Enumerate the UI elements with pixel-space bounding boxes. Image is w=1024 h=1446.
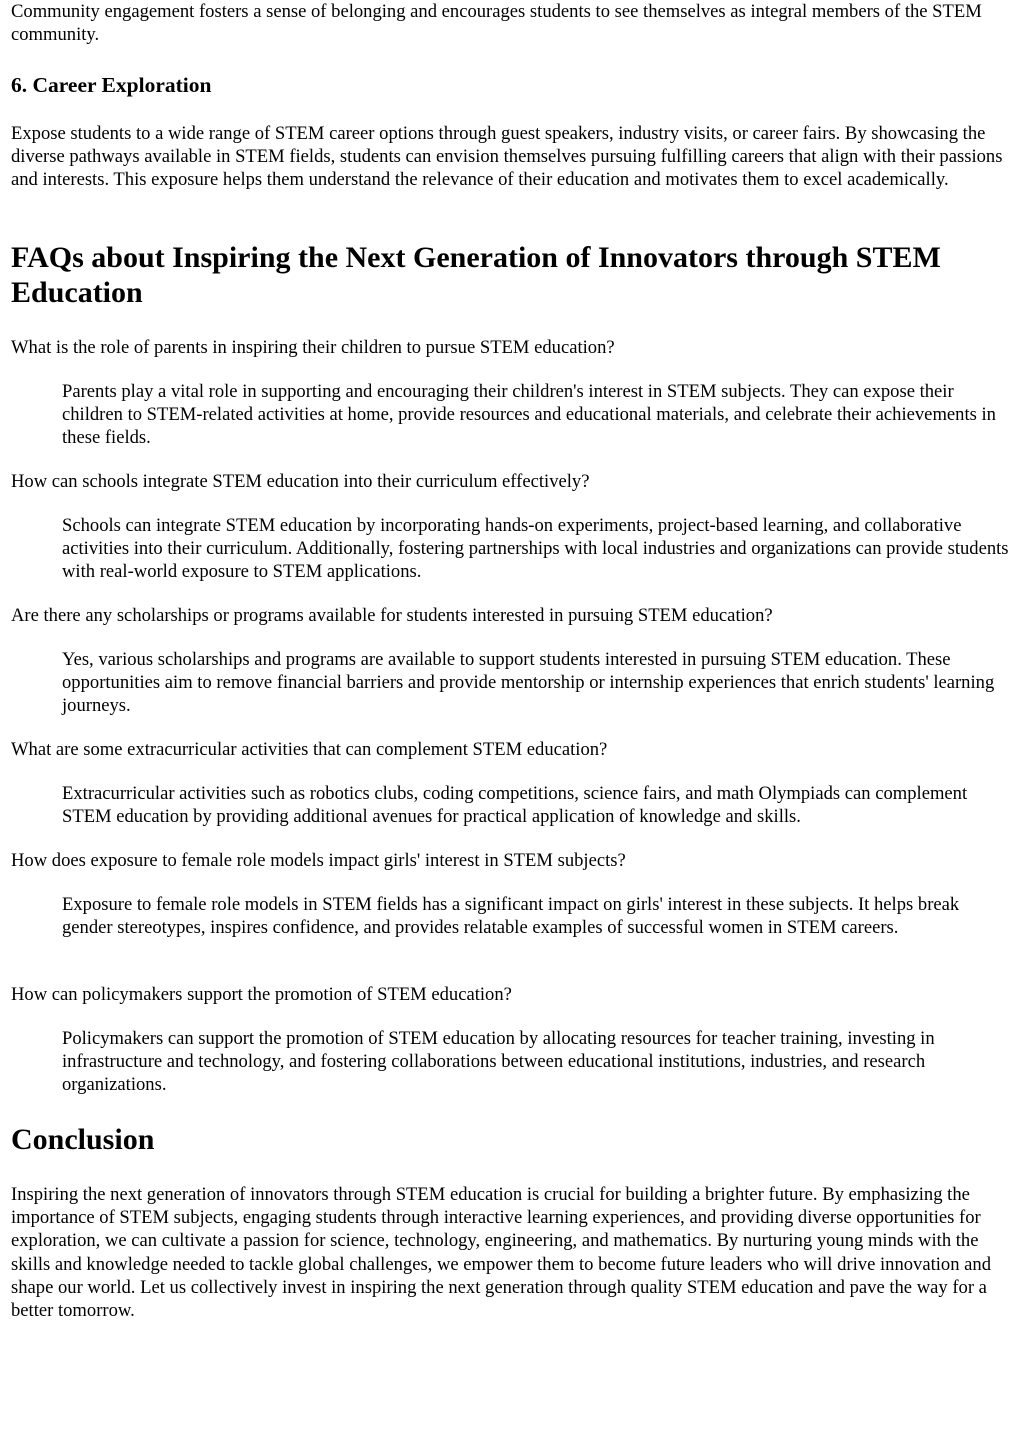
conclusion-heading: Conclusion bbox=[11, 1123, 155, 1156]
faq-question: What are some extracurricular activities that can complement STEM education? bbox=[11, 739, 608, 760]
faq-answer: Yes, various scholarships and programs are available to support students interested in pursuing STEM education. These opportunities aim to remove financial barriers and provide mentorship or internship experiences that enrich students' learning journeys. bbox=[62, 649, 995, 717]
conclusion-paragraph: Inspiring the next generation of innovators through STEM education is crucial for building a brighter future. By emphasizing the importance of STEM subjects, engaging students through interactive learning experiences, and providing diverse opportunities for exploration, we can cultivate a passion for science, technology, engineering, and mathematics. By nurturing young minds with the skills and knowledge needed to tackle global challenges, we empower them to become future leaders who will drive innovation and shape our world. Let us collectively invest in inspiring the next generation through quality STEM education and pave the way for a better tomorrow. bbox=[11, 1184, 992, 1322]
faq-answer: Schools can integrate STEM education by incorporating hands-on experiments, project-based learning, and collaborative activities into their curriculum. Additionally, fostering partnerships with local industries and organizations can provide students with real-world exposure to STEM applications. bbox=[62, 515, 1009, 583]
faq-answer: Parents play a vital role in supporting and encouraging their children's interest in STEM subjects. They can expose their children to STEM-related activities at home, provide resources and educational materials, and celebrate their achievements in these fields. bbox=[62, 381, 996, 449]
intro-paragraph: Community engagement fosters a sense of belonging and encourages students to see themselves as integral members of the STEM community. bbox=[11, 1, 982, 46]
faq-question: What is the role of parents in inspiring their children to pursue STEM education? bbox=[11, 337, 615, 358]
faq-answer: Extracurricular activities such as robotics clubs, coding competitions, science fairs, and math Olympiads can complement STEM education by providing additional avenues for practical application of knowledge and skills. bbox=[62, 783, 968, 828]
faq-answer: Policymakers can support the promotion of STEM education by allocating resources for teacher training, investing in infrastructure and technology, and fostering collaborations between educational institutions, industries, and research organizations. bbox=[62, 1028, 935, 1096]
career-exploration-paragraph: Expose students to a wide range of STEM career options through guest speakers, industry visits, or career fairs. By showcasing the diverse pathways available in STEM fields, students can envision themselves pursuing fulfilling careers that align with their passions and interests. This exposure helps them understand the relevance of their education and motivates them to excel academically. bbox=[11, 123, 1003, 191]
career-exploration-heading: 6. Career Exploration bbox=[11, 73, 212, 97]
faq-question: How can schools integrate STEM education into their curriculum effectively? bbox=[11, 471, 590, 492]
faq-answer: Exposure to female role models in STEM fields has a significant impact on girls' interest in these subjects. It helps break gender stereotypes, inspires confidence, and provides relatable examples of successful women in STEM careers. bbox=[62, 894, 960, 939]
faqs-heading: FAQs about Inspiring the Next Generation of Innovators through STEM Education bbox=[11, 241, 941, 309]
faq-question: How does exposure to female role models impact girls' interest in STEM subjects? bbox=[11, 850, 626, 871]
faq-question: Are there any scholarships or programs available for students interested in pursuing STEM education? bbox=[11, 605, 773, 626]
faq-question: How can policymakers support the promotion of STEM education? bbox=[11, 984, 512, 1005]
